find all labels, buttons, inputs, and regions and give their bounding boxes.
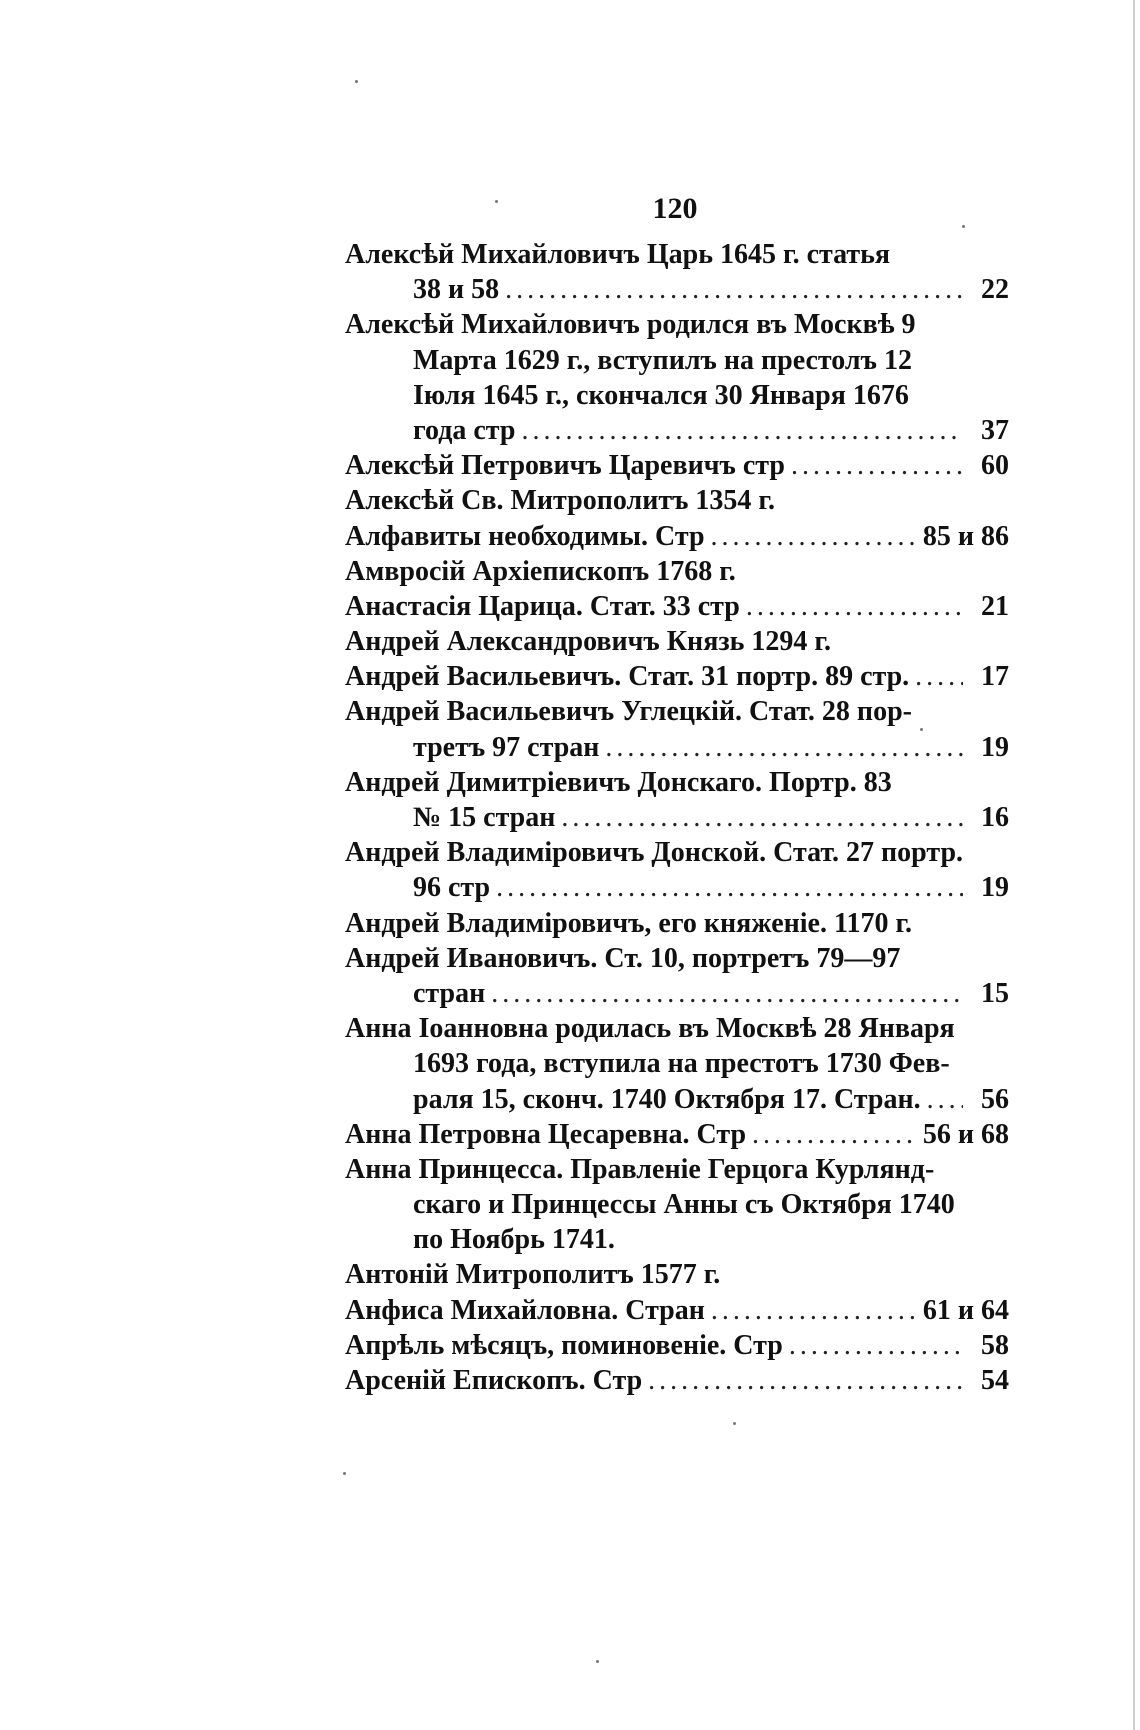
entry-text: Андрей Владиміровичъ Донской. Стат. 27 портр. (345, 837, 964, 869)
index-list (345, 237, 1015, 1398)
entry-text: Марта 1629 г., вступилъ на престолъ 12 (413, 344, 912, 376)
entry-text: Анфиса Михайловна. Стран (345, 1294, 705, 1326)
index-entry (345, 483, 1015, 518)
page-reference: 19 (981, 731, 1009, 763)
entry-line (345, 976, 1015, 1011)
entry-text: Алфавиты необходимы. Стр (345, 520, 705, 552)
entry-text: года стр (413, 414, 516, 446)
entry-line (345, 589, 1015, 624)
entry-text: Алексѣй Св. Митрополитъ 1354 г. (345, 485, 775, 517)
leader-dots (496, 870, 963, 905)
page-reference: 56 (981, 1083, 1009, 1115)
index-entry (345, 1011, 1015, 1117)
entry-text: 96 стр (413, 872, 491, 904)
entry-line (345, 1257, 1015, 1292)
leader-dots (648, 1363, 963, 1398)
entry-line (345, 413, 1015, 448)
entry-text: раля 15, сконч. 1740 Октября 17. Стран. (413, 1083, 921, 1115)
page-reference: 58 (981, 1329, 1009, 1361)
entry-text: Анна Принцесса. Правленіе Герцога Курлянд- (345, 1153, 935, 1185)
entry-line (345, 272, 1015, 307)
print-speck (596, 1660, 599, 1663)
leader-dots (561, 800, 963, 835)
page-reference: 22 (981, 274, 1009, 306)
entry-text: Іюля 1645 г., скончался 30 Января 1676 (413, 379, 909, 411)
entry-text: Анастасія Царица. Стат. 33 стр (345, 590, 740, 622)
leader-dots (505, 272, 963, 307)
print-speck (343, 1472, 346, 1475)
leader-dots (752, 1117, 917, 1152)
leader-dots (791, 448, 963, 483)
leader-dots (746, 589, 963, 624)
entry-line (345, 694, 1015, 729)
page-reference: 17 (981, 661, 1009, 693)
leader-dots (521, 413, 963, 448)
entry-line (345, 765, 1015, 800)
page-reference: 56 и 68 (922, 1118, 1009, 1150)
index-entry (345, 519, 1015, 554)
entry-line (345, 1222, 1015, 1257)
entry-line (345, 343, 1015, 378)
page-number: 120 (652, 192, 698, 225)
page-reference: 37 (981, 414, 1009, 446)
entry-text: Алексѣй Михайловичъ Царь 1645 г. статья (345, 239, 891, 270)
entry-line (345, 1187, 1015, 1222)
entry-line (345, 659, 1015, 694)
entry-text: Андрей Васильевичъ Углецкій. Стат. 28 пор- (345, 696, 912, 728)
entry-text: Алексѣй Михайловичъ родился въ Москвѣ 9 (345, 309, 916, 341)
entry-text: Анна Іоанновна родилась въ Москвѣ 28 Января (345, 1013, 955, 1045)
print-speck (962, 225, 965, 228)
page-reference: 16 (981, 802, 1009, 833)
entry-line (345, 554, 1015, 589)
entry-line (345, 1328, 1015, 1363)
index-entry (345, 624, 1015, 659)
index-entry (345, 765, 1015, 835)
entry-line (345, 1293, 1015, 1328)
index-entry (345, 589, 1015, 624)
print-speck (355, 80, 358, 83)
print-speck (495, 200, 498, 203)
entry-text: третъ 97 стран (413, 731, 600, 763)
entry-line (345, 483, 1015, 518)
entry-text: № 15 стран (413, 802, 556, 833)
index-entry (345, 307, 1015, 448)
page-reference: 15 (981, 977, 1009, 1009)
entry-line (345, 906, 1015, 941)
index-entry (345, 554, 1015, 589)
entry-line (345, 730, 1015, 765)
page-reference: 19 (981, 872, 1009, 904)
print-speck (733, 1422, 736, 1425)
entry-text: Апрѣль мѣсяцъ, поминовеніе. Стр (345, 1329, 783, 1361)
leader-dots (605, 730, 963, 765)
entry-line (345, 1046, 1015, 1081)
entry-line (345, 448, 1015, 483)
index-entry (345, 659, 1015, 694)
leader-dots (915, 659, 963, 694)
leader-dots (711, 1293, 917, 1328)
index-entry (345, 1257, 1015, 1292)
entry-text: стран (413, 977, 486, 1009)
entry-line (345, 237, 1015, 272)
entry-line (345, 624, 1015, 659)
entry-line (345, 941, 1015, 976)
entry-text: 1693 года, вступила на престотъ 1730 Фев- (413, 1048, 950, 1080)
index-entry (345, 1152, 1015, 1258)
entry-line (345, 800, 1015, 835)
entry-text: Амвросій Архіепископъ 1768 г. (345, 555, 736, 587)
page-reference: 60 (981, 450, 1009, 482)
index-entry (345, 448, 1015, 483)
entry-text: Андрей Александровичъ Князь 1294 г. (345, 626, 831, 658)
entry-line (345, 1117, 1015, 1152)
index-entry (345, 237, 1015, 307)
page-edge-line (1133, 0, 1135, 1730)
index-entry (345, 694, 1015, 764)
entry-text: Андрей Васильевичъ. Стат. 31 портр. 89 стр. (345, 661, 910, 693)
leader-dots (789, 1328, 963, 1363)
entry-line (345, 307, 1015, 342)
leader-dots (927, 1082, 963, 1117)
entry-text: Арсеній Епископъ. Стр (345, 1365, 643, 1396)
entry-line (345, 1011, 1015, 1046)
entry-line (345, 378, 1015, 413)
entry-text: Антоній Митрополитъ 1577 г. (345, 1259, 721, 1291)
index-entry (345, 1117, 1015, 1152)
index-entry (345, 1363, 1015, 1398)
page-reference: 85 и 86 (922, 520, 1009, 552)
entry-text: Анна Петровна Цесаревна. Стр (345, 1118, 747, 1150)
index-entry (345, 835, 1015, 905)
entry-line (345, 1082, 1015, 1117)
entry-line (345, 835, 1015, 870)
entry-line (345, 1152, 1015, 1187)
leader-dots (491, 976, 963, 1011)
index-entry (345, 1328, 1015, 1363)
entry-text: по Ноябрь 1741. (413, 1224, 615, 1256)
page-reference: 61 и 64 (922, 1294, 1009, 1326)
entry-text: Алексѣй Петровичъ Царевичъ стр (345, 450, 785, 482)
leader-dots (711, 519, 917, 554)
entry-text: Андрей Ивановичъ. Ст. 10, портретъ 79—97 (345, 942, 901, 974)
entry-line (345, 1363, 1015, 1398)
page-reference: 54 (981, 1365, 1009, 1396)
entry-text: скаго и Принцессы Анны съ Октября 1740 (413, 1189, 955, 1221)
entry-text: Андрей Владиміровичъ, его княженіе. 1170 г. (345, 907, 912, 939)
index-entry (345, 906, 1015, 941)
entry-text: 38 и 58 (413, 274, 500, 306)
entry-text: Андрей Димитріевичъ Донскаго. Портр. 83 (345, 766, 892, 798)
index-entry (345, 941, 1015, 1011)
entry-line (345, 519, 1015, 554)
entry-line (345, 870, 1015, 905)
page-reference: 21 (981, 590, 1009, 622)
index-entry (345, 1293, 1015, 1328)
